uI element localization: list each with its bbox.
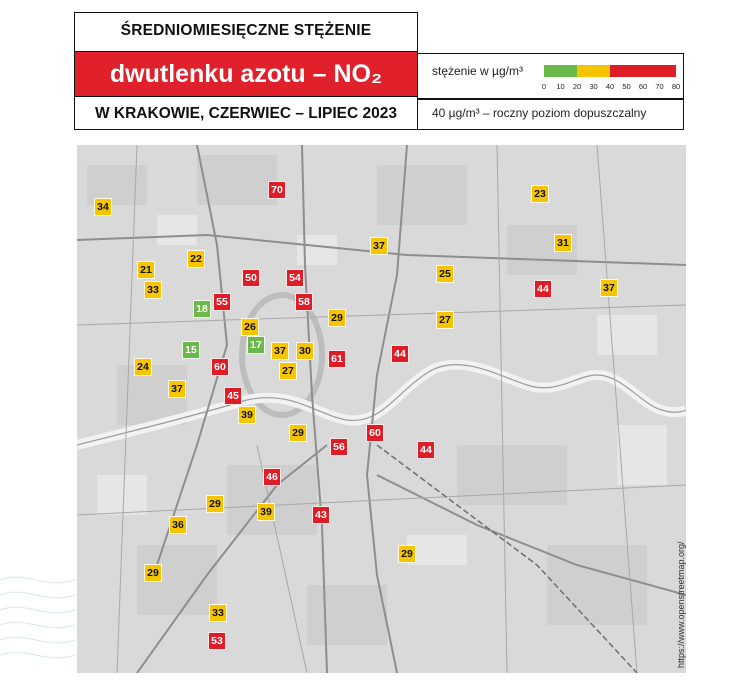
measurement-marker: 39 bbox=[238, 406, 256, 424]
scale-tick-label: 70 bbox=[655, 82, 664, 91]
map-credit: https://www.openstreetmap.org/ bbox=[676, 541, 686, 668]
measurement-marker: 29 bbox=[144, 564, 162, 582]
scale-tick-label: 40 bbox=[605, 82, 615, 91]
measurement-marker: 17 bbox=[247, 336, 265, 354]
measurement-marker: 39 bbox=[257, 503, 275, 521]
scale-segment bbox=[544, 65, 577, 77]
measurement-marker: 29 bbox=[328, 309, 346, 327]
measurement-marker: 30 bbox=[296, 342, 314, 360]
legend-divider bbox=[418, 98, 683, 100]
measurement-marker: 29 bbox=[289, 424, 307, 442]
scale-tick-label: 50 bbox=[622, 82, 631, 91]
measurement-marker: 60 bbox=[211, 358, 229, 376]
scale-tick-label: 10 bbox=[556, 82, 565, 91]
title-red-band bbox=[75, 51, 417, 97]
measurement-marker: 22 bbox=[187, 250, 205, 268]
title-box bbox=[74, 12, 418, 130]
scale-tick-label: 80 bbox=[671, 82, 681, 91]
title-line-1: ŚREDNIOMIESIĘCZNE STĘŻENIE bbox=[120, 22, 372, 39]
measurement-marker: 25 bbox=[436, 265, 454, 283]
measurement-marker: 44 bbox=[391, 345, 409, 363]
measurement-marker: 26 bbox=[241, 318, 259, 336]
measurement-marker: 23 bbox=[531, 185, 549, 203]
measurement-marker: 31 bbox=[554, 234, 572, 252]
measurement-marker: 37 bbox=[271, 342, 289, 360]
measurement-marker: 33 bbox=[144, 281, 162, 299]
map-background bbox=[77, 145, 686, 673]
measurement-marker: 37 bbox=[370, 237, 388, 255]
scale-tick-label: 30 bbox=[589, 82, 598, 91]
measurement-marker: 58 bbox=[295, 293, 313, 311]
color-scale bbox=[544, 65, 676, 77]
title-line-3: W KRAKOWIE, CZERWIEC – LIPIEC 2023 bbox=[94, 105, 397, 122]
legend-label: stężenie w µg/m³ bbox=[432, 64, 523, 78]
measurement-marker: 46 bbox=[263, 468, 281, 486]
measurement-marker: 37 bbox=[600, 279, 618, 297]
measurement-marker: 44 bbox=[417, 441, 435, 459]
scale-tick-label: 20 bbox=[572, 82, 582, 91]
measurement-marker: 44 bbox=[534, 280, 552, 298]
measurement-marker: 60 bbox=[366, 424, 384, 442]
legend bbox=[418, 53, 684, 130]
decorative-waves bbox=[0, 560, 120, 688]
measurement-marker: 54 bbox=[286, 269, 304, 287]
measurement-marker: 45 bbox=[224, 387, 242, 405]
measurement-marker: 34 bbox=[94, 198, 112, 216]
scale-tick-label: 60 bbox=[638, 82, 648, 91]
measurement-marker: 70 bbox=[268, 181, 286, 199]
scale-ticks bbox=[541, 82, 684, 92]
legend-note: 40 µg/m³ – roczny poziom dopuszczalny bbox=[432, 106, 647, 120]
measurement-marker: 61 bbox=[328, 350, 346, 368]
measurement-marker: 37 bbox=[168, 380, 186, 398]
measurement-marker: 18 bbox=[193, 300, 211, 318]
title-line-2: dwutlenku azotu – NO₂ bbox=[109, 60, 383, 88]
measurement-marker: 24 bbox=[134, 358, 152, 376]
measurement-marker: 56 bbox=[330, 438, 348, 456]
measurement-marker: 29 bbox=[206, 495, 224, 513]
measurement-marker: 53 bbox=[208, 632, 226, 650]
measurement-marker: 29 bbox=[398, 545, 416, 563]
measurement-marker: 27 bbox=[436, 311, 454, 329]
measurement-marker: 21 bbox=[137, 261, 155, 279]
measurement-marker: 36 bbox=[169, 516, 187, 534]
measurement-marker: 55 bbox=[213, 293, 231, 311]
measurement-marker: 33 bbox=[209, 604, 227, 622]
scale-segment bbox=[610, 65, 676, 77]
measurement-marker: 43 bbox=[312, 506, 330, 524]
measurement-marker: 27 bbox=[279, 362, 297, 380]
city-map bbox=[77, 145, 686, 673]
measurement-marker: 50 bbox=[242, 269, 260, 287]
scale-tick-label: 0 bbox=[541, 82, 547, 91]
measurement-marker: 15 bbox=[182, 341, 200, 359]
scale-segment bbox=[577, 65, 610, 77]
